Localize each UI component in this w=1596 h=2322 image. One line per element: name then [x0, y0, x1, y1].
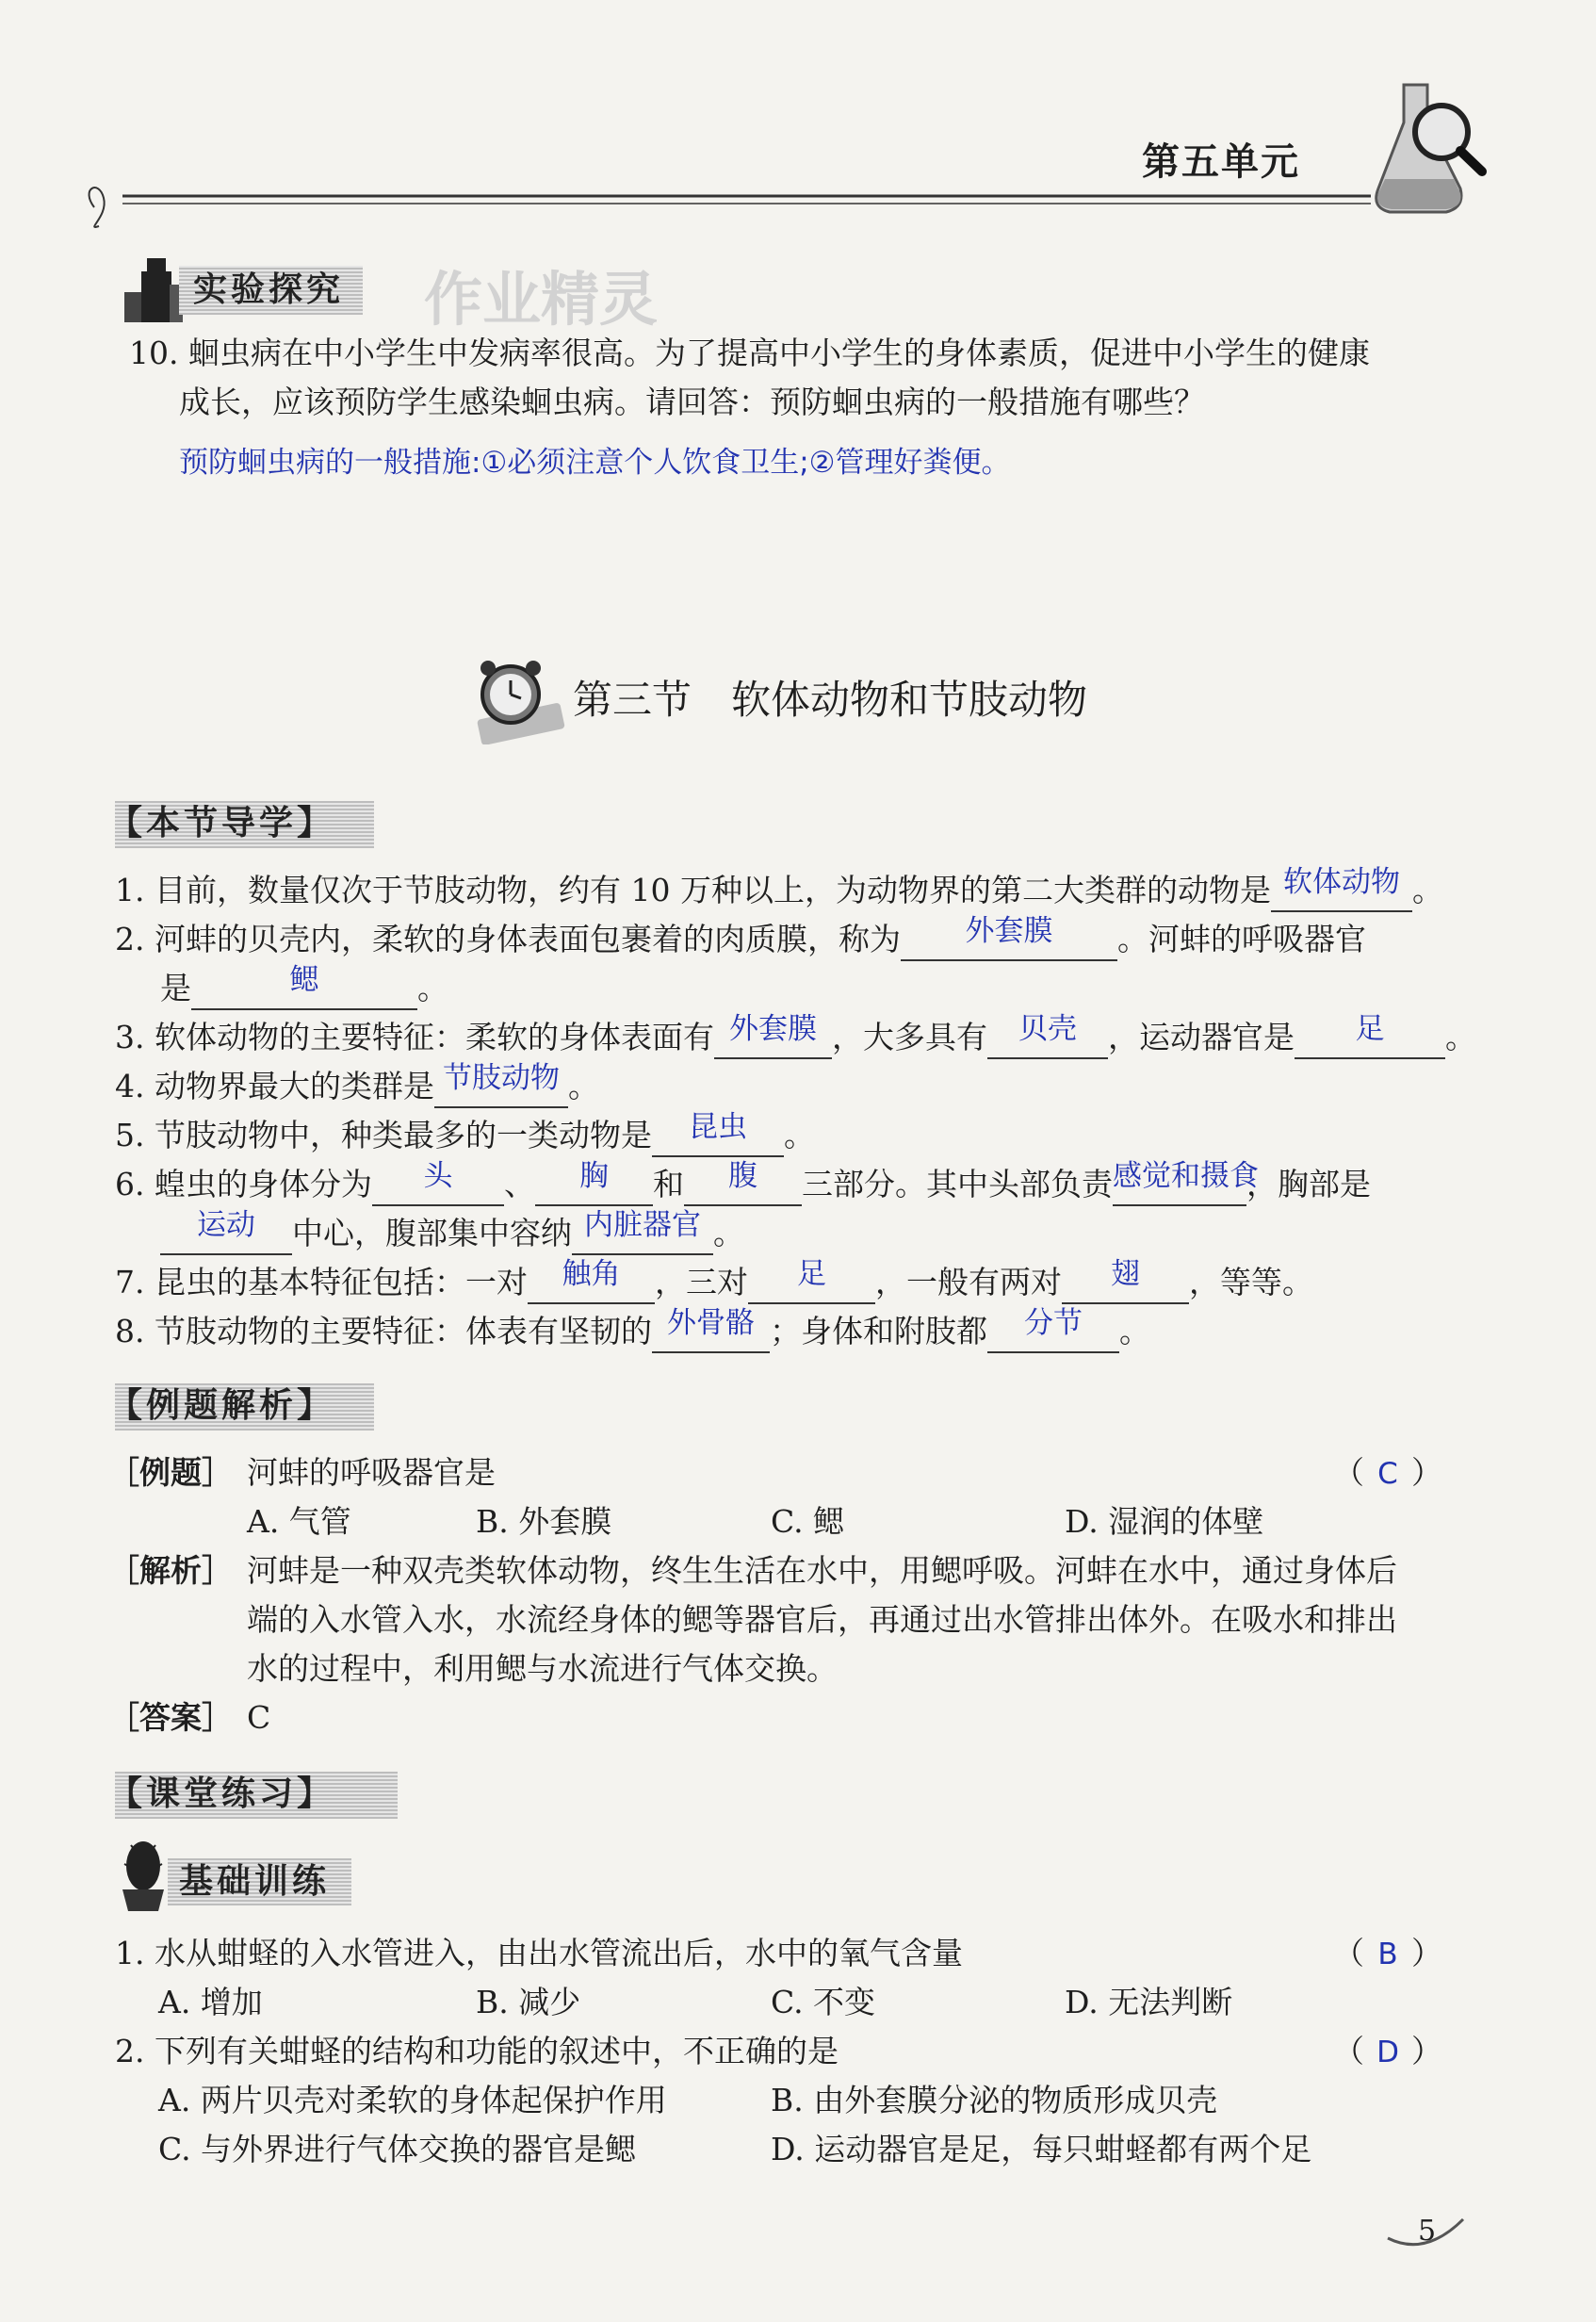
- q6-answer4: 感觉和摄食: [1112, 1159, 1259, 1193]
- q3-blank2[interactable]: [987, 1012, 1108, 1059]
- q8-blank1[interactable]: [652, 1306, 770, 1353]
- practice-q1-option-c: C. 不变: [771, 1984, 876, 2020]
- q3-text-d: 。: [1444, 1019, 1476, 1055]
- q5-text-b: 。: [783, 1117, 815, 1153]
- guide-tag: 【本节导学】: [108, 804, 335, 842]
- q8-answer2: 分节: [1023, 1306, 1083, 1340]
- q6-answer5: 运动: [197, 1208, 255, 1242]
- section-title: 第三节 软体动物和节肢动物: [573, 677, 1088, 723]
- practice-q1-option-d: D. 无法判断: [1065, 1984, 1233, 2020]
- q3-answer1: 外套膜: [728, 1012, 817, 1046]
- practice-tag: 【课堂练习】: [108, 1774, 335, 1813]
- q7-answer1: 触角: [562, 1257, 621, 1291]
- q8-answer1: 外骨骼: [666, 1306, 755, 1340]
- practice-q1-option-a: A. 增加: [158, 1984, 263, 2020]
- guide-q5: [115, 1112, 815, 1159]
- example-option-a: A. 气管: [247, 1503, 351, 1540]
- q6-blank5[interactable]: [160, 1208, 292, 1255]
- q6-text-b: 三部分。其中头部负责: [801, 1166, 1113, 1202]
- guide-q4: [115, 1063, 599, 1110]
- practice-q2-option-a: A. 两片贝壳对柔软的身体起保护作用: [158, 2082, 667, 2118]
- practice-q2-option-d: D. 运动器官是足，每只蚶蛏都有两个足: [771, 2131, 1312, 2167]
- q2-answer1: 外套膜: [965, 914, 1053, 948]
- example-answer-paren: （ C ）: [1333, 1449, 1442, 1497]
- example-option-d: D. 湿润的体壁: [1065, 1503, 1264, 1540]
- unit-title: 第五单元: [1142, 139, 1300, 184]
- q3-answer3: 足: [1355, 1012, 1385, 1046]
- q6-text-a: 6. 蝗虫的身体分为: [115, 1166, 372, 1202]
- guide-q8: [115, 1308, 1150, 1355]
- q3-text-b: ，大多具有: [831, 1019, 987, 1055]
- q2-blank2[interactable]: [191, 963, 417, 1010]
- q8-text-b: ；身体和附肢都: [769, 1313, 987, 1349]
- q4-blank[interactable]: [434, 1061, 568, 1108]
- q3-blank1[interactable]: [714, 1012, 832, 1059]
- watermark-text: 作业精灵: [424, 265, 659, 334]
- q7-blank1[interactable]: [528, 1257, 655, 1304]
- header-rule: [57, 170, 1376, 236]
- q2-answer2: 鳃: [289, 963, 319, 997]
- q4-answer: 节肢动物: [442, 1061, 560, 1095]
- q1-answer: 软体动物: [1282, 865, 1400, 899]
- q6-blank1[interactable]: [372, 1159, 504, 1206]
- example-label: ［例题］: [108, 1454, 233, 1491]
- q6-sep: 、: [503, 1166, 535, 1202]
- practice-q1-paren: （ B ）: [1333, 1930, 1442, 1978]
- q6-answer2: 胸: [578, 1159, 609, 1193]
- analysis-line2: 端的入水管入水，水流经身体的鳃等器官后，再通过出水管排出体外。在吸水和排出: [247, 1601, 1397, 1638]
- bottles-icon: [121, 256, 187, 324]
- basic-tag: 基础训练: [179, 1862, 331, 1901]
- q6-answer6: 内脏器官: [584, 1208, 701, 1242]
- q6-blank6[interactable]: [572, 1208, 713, 1255]
- q8-blank2[interactable]: [987, 1306, 1119, 1353]
- q1-text: 1. 目前，数量仅次于节肢动物，约有 10 万种以上，为动物界的第二大类群的动物是: [115, 872, 1271, 908]
- guide-q3: [115, 1014, 1476, 1061]
- guide-q7: [115, 1259, 1313, 1306]
- q7-text-c: ，一般有两对: [874, 1264, 1062, 1300]
- guide-q2: [115, 916, 1366, 963]
- q2-text-c: 是: [160, 970, 191, 1006]
- q3-text-c: ，运动器官是: [1107, 1019, 1295, 1055]
- q3-text-a: 3. 软体动物的主要特征：柔软的身体表面有: [115, 1019, 714, 1055]
- guide-q6: [115, 1161, 1371, 1208]
- q4-text-b: 。: [567, 1068, 599, 1104]
- q1-blank[interactable]: [1271, 865, 1412, 912]
- q6-answer3: 腹: [727, 1159, 757, 1193]
- practice-q1-option-b: B. 减少: [476, 1984, 581, 2020]
- q7-text-a: 7. 昆虫的基本特征包括：一对: [115, 1264, 528, 1300]
- practice-q2-paren: （ D ）: [1333, 2028, 1442, 2076]
- q6-and: 和: [652, 1166, 684, 1202]
- analysis-label: ［解析］: [108, 1552, 233, 1589]
- q7-answer2: 足: [796, 1257, 826, 1291]
- q6-answer1: 头: [423, 1159, 453, 1193]
- guide-q2-cont: [160, 965, 448, 1012]
- flask-magnifier-icon: [1371, 66, 1489, 226]
- q2-text-a: 2. 河蚌的贝壳内，柔软的身体表面包裹着的肉质膜，称为: [115, 921, 901, 957]
- q2-blank1[interactable]: [901, 914, 1117, 961]
- q2-text-b: 。河蚌的呼吸器官: [1116, 921, 1366, 957]
- example-tag: 【例题解析】: [108, 1386, 335, 1425]
- q3-blank3[interactable]: [1295, 1012, 1445, 1059]
- cactus-icon: [115, 1838, 171, 1913]
- q3-answer2: 贝壳: [1018, 1012, 1077, 1046]
- q7-text-d: ，等等。: [1188, 1264, 1313, 1300]
- q6-text-c: ，胸部是: [1246, 1166, 1371, 1202]
- q8-text-a: 8. 节肢动物的主要特征：体表有坚韧的: [115, 1313, 652, 1349]
- example-answer-mark: C: [1377, 1457, 1398, 1491]
- analysis-line1: 河蚌是一种双壳类软体动物，终生生活在水中，用鳃呼吸。河蚌在水中，通过身体后: [247, 1552, 1397, 1589]
- practice-q1: 1. 水从蚶蛏的入水管进入，由出水管流出后，水中的氧气含量: [115, 1935, 963, 1971]
- q2-text-d: 。: [417, 970, 448, 1006]
- q5-text-a: 5. 节肢动物中，种类最多的一类动物是: [115, 1117, 652, 1153]
- analysis-line3: 水的过程中，利用鳃与水流进行气体交换。: [247, 1650, 838, 1687]
- q10-answer: 预防蛔虫病的一般措施:①必须注意个人饮食卫生;②管理好粪便。: [179, 446, 1011, 480]
- q7-text-b: ，三对: [654, 1264, 748, 1300]
- answer-value: C: [247, 1699, 271, 1736]
- q8-text-c: 。: [1118, 1313, 1150, 1349]
- q10-line1: 10. 蛔虫病在中小学生中发病率很高。为了提高中小学生的身体素质，促进中小学生的健康: [129, 335, 1370, 371]
- practice-q2: 2. 下列有关蚶蛏的结构和功能的叙述中，不正确的是: [115, 2033, 839, 2069]
- page-number: 5: [1418, 2215, 1437, 2248]
- example-question: 河蚌的呼吸器官是: [247, 1454, 496, 1491]
- q7-answer3: 翅: [1110, 1257, 1140, 1291]
- practice-q2-mark: D: [1376, 2036, 1399, 2069]
- answer-label: ［答案］: [108, 1699, 233, 1736]
- q5-answer: 昆虫: [688, 1110, 747, 1144]
- q7-blank2[interactable]: [748, 1257, 875, 1304]
- q5-blank[interactable]: [652, 1110, 784, 1157]
- example-option-b: B. 外套膜: [476, 1503, 612, 1540]
- q6-text-e: 。: [713, 1215, 744, 1251]
- practice-q1-mark: B: [1377, 1938, 1398, 1971]
- alarm-clock-icon: [471, 655, 570, 744]
- q1-end: 。: [1411, 872, 1443, 908]
- q4-text-a: 4. 动物界最大的类群是: [115, 1068, 434, 1104]
- q6-blank2[interactable]: [535, 1159, 653, 1206]
- practice-q2-option-b: B. 由外套膜分泌的物质形成贝壳: [771, 2082, 1218, 2118]
- q6-blank3[interactable]: [684, 1159, 802, 1206]
- practice-q2-option-c: C. 与外界进行气体交换的器官是鳃: [158, 2131, 637, 2167]
- example-option-c: C. 鳃: [771, 1503, 845, 1540]
- q6-blank4[interactable]: [1112, 1159, 1259, 1206]
- q10-line2: 成长，应该预防学生感染蛔虫病。请回答：预防蛔虫病的一般措施有哪些？: [179, 384, 1205, 420]
- q7-blank3[interactable]: [1062, 1257, 1189, 1304]
- guide-q1: [115, 867, 1443, 914]
- q6-text-d: 中心，腹部集中容纳: [292, 1215, 572, 1251]
- experiment-tag: 实验探究: [193, 270, 345, 309]
- guide-q6-cont: [160, 1210, 744, 1257]
